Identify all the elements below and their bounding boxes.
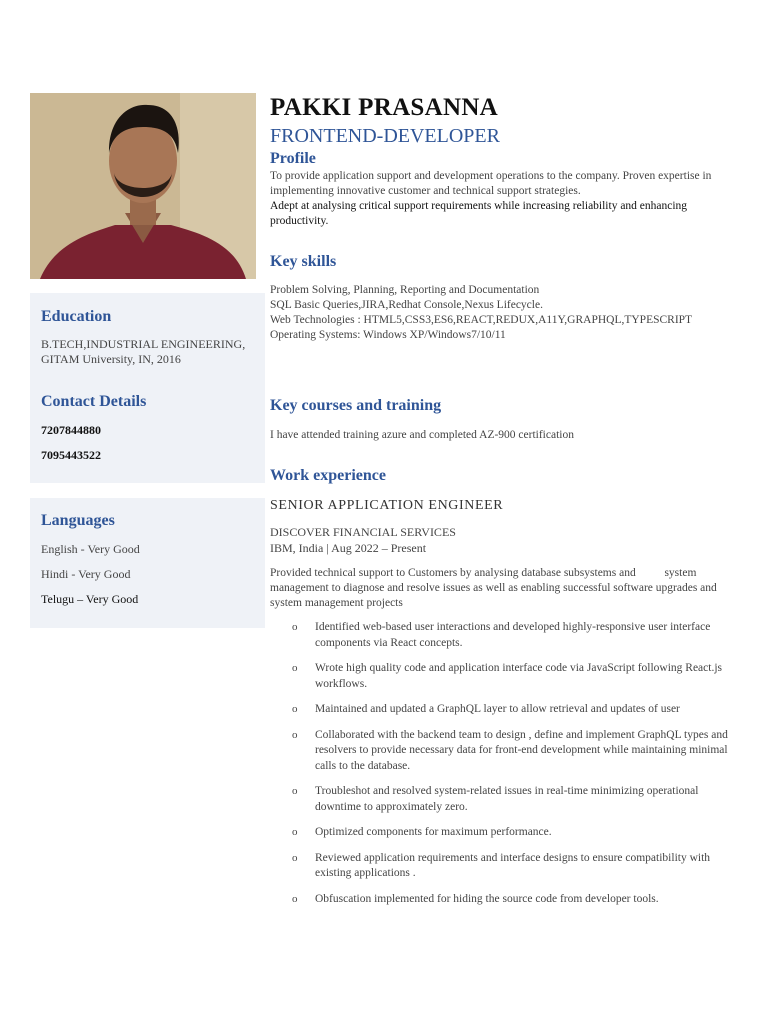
education-heading: Education — [41, 308, 112, 325]
bullet-marker: o — [292, 851, 298, 864]
language-item: Telugu – Very Good — [41, 592, 139, 606]
bullet-marker: o — [292, 662, 298, 674]
skills-heading: Key skills — [270, 253, 337, 270]
education-text: B.TECH,INDUSTRIAL ENGINEERING, GITAM University, IN, 2016 — [41, 337, 246, 366]
work-position: SENIOR APPLICATION ENGINEER — [270, 498, 504, 513]
bullet-text: Wrote high quality code and application interface code via JavaScript following React.js workflows. — [315, 662, 723, 690]
list-item — [290, 661, 740, 692]
job-title: FRONTEND-DEVELOPER — [270, 125, 500, 147]
bullet-text: Identified web-based user interactions and developed highly-responsive user interface components via React concepts. — [315, 621, 711, 649]
bullet-text: Reviewed application requirements and interface designs to ensure compatibility with existing applications . — [315, 851, 711, 879]
skill-item: Operating Systems: Windows XP/Windows7/10/11 — [270, 329, 506, 341]
contact-heading: Contact Details — [41, 393, 147, 410]
languages-panel — [30, 498, 265, 628]
list-item — [290, 620, 740, 651]
work-bullet-list — [290, 620, 740, 917]
bullet-text: Optimized components for maximum performance. — [315, 826, 552, 838]
list-item — [290, 702, 740, 718]
phone-1: 7207844880 — [41, 423, 101, 437]
list-item — [290, 892, 740, 908]
candidate-name: PAKKI PRASANNA — [270, 94, 499, 121]
skill-item: Web Technologies : HTML5,CSS3,ES6,REACT,REDUX,A11Y,GRAPHQL,TYPESCRIPT — [270, 314, 693, 326]
bullet-marker: o — [292, 892, 298, 905]
bullet-text: Collaborated with the backend team to design , define and implement GraphQL types and resolvers to provide necessary data for front-end development while maintaining minimal calls to the database. — [315, 728, 728, 772]
list-item — [290, 784, 740, 815]
profile-paragraph-2: Adept at analysing critical support requirements while increasing reliability and enhancing productivity. — [270, 200, 688, 228]
list-item — [290, 851, 740, 882]
list-item — [290, 728, 740, 775]
profile-photo — [30, 93, 256, 279]
profile-paragraph-1: To provide application support and development operations to the company. Proven expertise in implementing innovative customer and technical support strategies. — [270, 170, 712, 198]
skill-item: SQL Basic Queries,JIRA,Redhat Console,Nexus Lifecycle. — [270, 299, 543, 311]
bullet-text: Obfuscation implemented for hiding the source code from developer tools. — [315, 892, 659, 905]
profile-heading: Profile — [270, 150, 316, 167]
bullet-text: Troubleshot and resolved system-related issues in real-time minimizing operational downtime to approximately zero. — [315, 785, 699, 813]
languages-heading: Languages — [41, 512, 115, 529]
bullet-marker: o — [292, 785, 298, 797]
skill-item: Problem Solving, Planning, Reporting and Documentation — [270, 284, 540, 296]
work-location-dates: IBM, India | Aug 2022 – Present — [270, 541, 427, 555]
work-heading: Work experience — [270, 467, 386, 484]
bullet-text: Maintained and updated a GraphQL layer to allow retrieval and updates of user — [315, 703, 680, 715]
language-item: Hindi - Very Good — [41, 567, 131, 581]
courses-text: I have attended training azure and completed AZ-900 certification — [270, 429, 574, 441]
bullet-marker: o — [292, 621, 298, 633]
work-summary: Provided technical support to Customers by analysing database subsystems and system management to diagnose and resolve issues as well as enabling successful software upgrades and system management projects — [270, 567, 720, 610]
language-item: English - Very Good — [41, 542, 140, 556]
bullet-marker: o — [292, 728, 298, 741]
bullet-marker: o — [292, 703, 298, 715]
phone-2: 7095443522 — [41, 448, 101, 462]
list-item — [290, 825, 740, 841]
courses-heading: Key courses and training — [270, 397, 442, 414]
education-contact-panel — [30, 293, 265, 483]
bullet-marker: o — [292, 826, 298, 838]
work-company: DISCOVER FINANCIAL SERVICES — [270, 525, 456, 539]
